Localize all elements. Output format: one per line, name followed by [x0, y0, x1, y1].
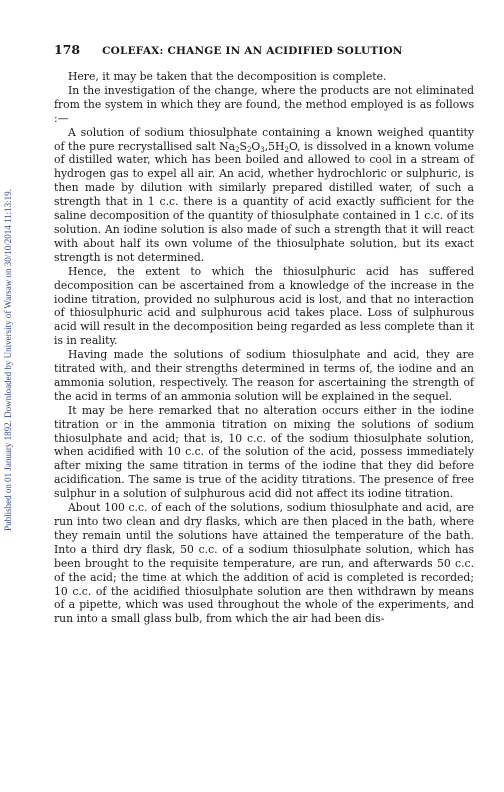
paragraph-2: In the investigation of the change, where the products are not eliminated from the system in which they are found, the method employed is as follows :—	[54, 83, 474, 125]
formula-subscript: 2	[235, 145, 240, 154]
formula-subscript: 2	[284, 145, 289, 154]
running-head: COLEFAX: CHANGE IN AN ACIDIFIED SOLUTION	[102, 45, 403, 57]
formula-part: S	[239, 139, 247, 153]
page-number: 178	[54, 42, 81, 57]
formula-part: ,5H	[264, 139, 285, 153]
page-header	[54, 42, 464, 57]
paragraph-3	[54, 126, 474, 265]
paragraph-5: Having made the solutions of sodium thiosulphate and acid, they are titrated with, and their strengths determined in terms of, the iodine and an ammonia solution, respectively. The reason for ascertaining the strength of the acid in terms of an ammonia solution will be explained in the sequel.	[54, 348, 474, 403]
paragraph-3-text-b: O, is dissolved in a known volume of distilled water, which has been boiled and allowed to cool in a stream of hydrogen gas to expel all air. An acid, whether hydrochloric or sulphuric, is then made by dilution with similarly prepared distilled water, of such a strength that in 1 c.c. there is a quantity of acid exactly sufficient for the saline decomposition of the quantity of thiosulphate contained in 1 c.c. of its solution. An iodine solution is also made of such a strength that it will react with about half its own volume of the thiosulphate solution, but its exact strength is not determined.	[54, 139, 474, 264]
formula-subscript: 2	[246, 145, 252, 154]
body-text	[54, 70, 474, 626]
paragraph-3-text-a: A solution of sodium thiosulphate containing a known weighed quantity of the pure recrystallised salt Na	[54, 125, 474, 153]
paragraph-6: It may be here remarked that no alteration occurs either in the iodine titration or in the ammonia titration on mixing the solutions of sodium thiosulphate and acid; that is, 10 c.c. of the sodium thiosulphate solution, when acidified with 10 c.c. of the solution of the acid, possess immediately after mixing the same titration in terms of the iodine that they did before acidification. The same is true of the acidity titrations. The presence of free sulphur in a solution of sulphurous acid did not affect its iodine titration.	[54, 403, 474, 501]
formula-subscript: 3	[260, 145, 265, 154]
download-watermark-text: Published on 01 January 1892. Downloaded by University of Warsaw on 30/10/2014 11:13:19.	[3, 189, 13, 531]
formula-part: O	[251, 139, 261, 153]
download-watermark	[0, 80, 16, 640]
paragraph-1: Here, it may be taken that the decomposition is complete.	[68, 70, 387, 83]
paragraph-4: Hence, the extent to which the thiosulphuric acid has suffered decomposition can be ascertained from a knowledge of the increase in the iodine titration, provided no sulphurous acid is lost, and that no interaction of thiosulphuric acid and sulphurous acid takes place. Loss of sulphurous acid will result in the decomposition being regarded as less complete than it is in reality.	[54, 264, 474, 348]
paragraph-7: About 100 c.c. of each of the solutions, sodium thiosulphate and acid, are run into two clean and dry flasks, which are then placed in the bath, where they remain until the solutions have attained the temperature of the bath. Into a third dry flask, 50 c.c. of a sodium thiosulphate solution, which has been brought to the requisite temperature, are run, and afterwards 50 c.c. of the acid; the time at which the addition of acid is completed is recorded; 10 c.c. of the acidified thiosulphate solution are then withdrawn by means of a pipette, which was used throughout the whole of the experiments, and run into a small glass bulb, from which the air had been dis-	[54, 501, 474, 626]
